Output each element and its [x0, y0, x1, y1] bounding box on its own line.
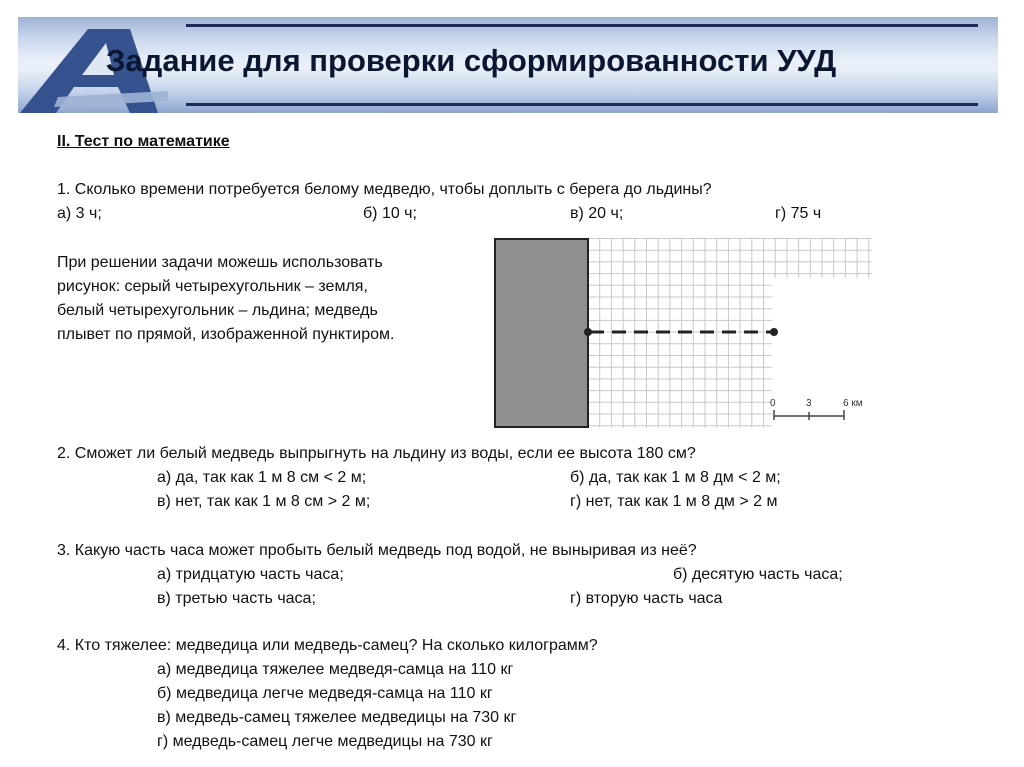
q2-option-b: б) да, так как 1 м 8 дм < 2 м; [570, 469, 781, 486]
q2-option-a: а) да, так как 1 м 8 см < 2 м; [157, 469, 367, 486]
q4-option-a: а) медведица тяжелее медведя-самца на 110 кг [157, 661, 514, 678]
q1-hint-line: белый четырехугольник – льдина; медведь [57, 302, 378, 319]
q4-option-d: г) медведь-самец легче медведицы на 730 кг [157, 733, 493, 750]
q1-option-a: а) 3 ч; [57, 205, 102, 222]
q1-hint-line: рисунок: серый четырехугольник – земля, [57, 278, 368, 295]
question-1-text: 1. Сколько времени потребуется белому медведю, чтобы доплыть с берега до льдины? [57, 181, 712, 198]
q1-figure-svg [494, 238, 872, 428]
q3-option-b: б) десятую часть часа; [673, 566, 843, 583]
end-point [770, 328, 778, 336]
q1-option-c: в) 20 ч; [570, 205, 624, 222]
q3-option-c: в) третью часть часа; [157, 590, 316, 607]
header-banner [18, 17, 998, 113]
banner-bottom-rule [186, 103, 978, 106]
page-title: Задание для проверки сформированности УУД [106, 43, 837, 78]
land-rectangle [495, 239, 588, 427]
question-2-text: 2. Сможет ли белый медведь выпрыгнуть на льдину из воды, если ее высота 180 см? [57, 445, 696, 462]
q1-hint-line: плывет по прямой, изображенной пунктиром. [57, 326, 395, 343]
question-4-text: 4. Кто тяжелее: медведица или медведь-самец? На сколько килограмм? [57, 637, 598, 654]
q2-option-c: в) нет, так как 1 м 8 см > 2 м; [157, 493, 371, 510]
scale-label-0: 0 [770, 398, 776, 409]
q1-option-b: б) 10 ч; [363, 205, 417, 222]
section-title: II. Тест по математике [57, 133, 230, 150]
q4-option-c: в) медведь-самец тяжелее медведицы на 730 кг [157, 709, 517, 726]
q1-option-d: г) 75 ч [775, 205, 822, 222]
q1-hint-line: При решении задачи можешь использовать [57, 254, 383, 271]
q3-option-a: а) тридцатую часть часа; [157, 566, 344, 583]
scale-label-3: 3 [806, 398, 812, 409]
question-3-text: 3. Какую часть часа может пробыть белый медведь под водой, не выныривая из неё? [57, 542, 697, 559]
banner-top-rule [186, 24, 978, 27]
scale-label-6km: 6 км [843, 398, 863, 409]
q3-option-d: г) вторую часть часа [570, 590, 723, 607]
q2-option-d: г) нет, так как 1 м 8 дм > 2 м [570, 493, 778, 510]
q1-figure [494, 238, 872, 428]
start-point [584, 328, 592, 336]
q4-option-b: б) медведица легче медведя-самца на 110 кг [157, 685, 493, 702]
